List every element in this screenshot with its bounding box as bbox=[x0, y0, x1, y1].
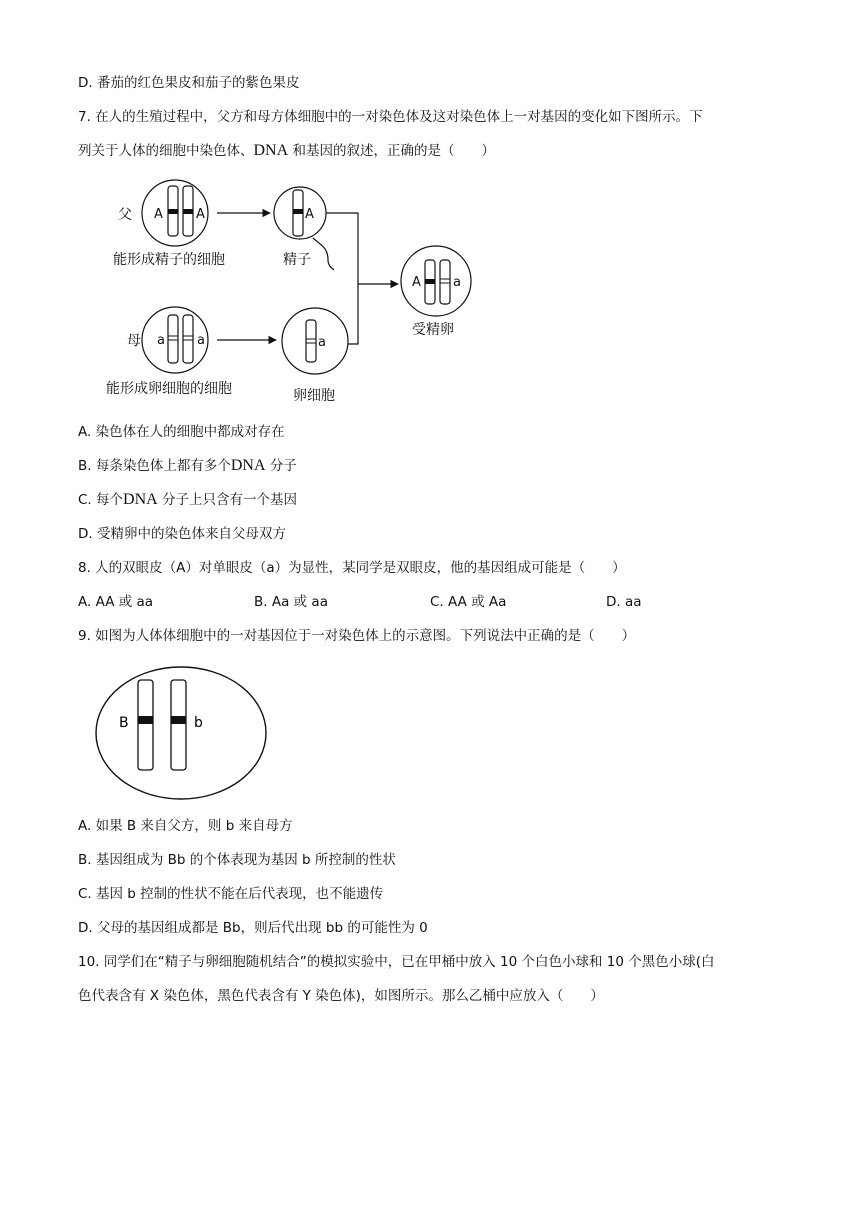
q7-stem-dna: DNA bbox=[253, 142, 289, 159]
q9-option-a: A. 如果 B 来自父方，则 b 来自母方 bbox=[78, 818, 293, 834]
q8-stem: 8. 人的双眼皮（A）对单眼皮（a）为显性，某同学是双眼皮，他的基因组成可能是（ ） bbox=[78, 560, 626, 576]
q8-option-d: D. aa bbox=[606, 594, 642, 610]
q8-option-b: B. Aa 或 aa bbox=[254, 594, 328, 610]
egg-precursor-label: 能形成卵细胞的细胞 bbox=[106, 381, 232, 397]
sperm-label: 精子 bbox=[283, 252, 311, 268]
chromosome-right bbox=[171, 680, 186, 770]
allele-label: a bbox=[453, 275, 461, 290]
q8-option-c: C. AA 或 Aa bbox=[430, 594, 507, 610]
allele-label: A bbox=[412, 275, 421, 290]
allele-label: A bbox=[305, 207, 314, 222]
q7-option-b-pre: B. 每条染色体上都有多个 bbox=[78, 458, 231, 474]
gene-band-b-upper bbox=[138, 716, 153, 724]
allele-label: A bbox=[196, 207, 205, 222]
cell-outline bbox=[96, 667, 266, 799]
q9-option-b: B. 基因组成为 Bb 的个体表现为基因 b 所控制的性状 bbox=[78, 852, 396, 868]
allele-label: a bbox=[197, 333, 205, 348]
zygote-label: 受精卵 bbox=[412, 322, 454, 338]
q7-option-b-dna: DNA bbox=[230, 457, 266, 474]
q9-stem: 9. 如图为人体体细胞中的一对基因位于一对染色体上的示意图。下列说法中正确的是（ ） bbox=[78, 628, 636, 644]
q9-option-d: D. 父母的基因组成都是 Bb，则后代出现 bb 的可能性为 0 bbox=[78, 920, 428, 936]
allele-label: a bbox=[318, 335, 326, 350]
allele-label-big: B bbox=[119, 715, 129, 731]
sperm-precursor-label: 能形成精子的细胞 bbox=[113, 252, 225, 268]
q7-stem-line2-post: 和基因的叙述，正确的是（ ） bbox=[292, 143, 495, 159]
allele-label-small: b bbox=[194, 715, 203, 731]
egg-label: 卵细胞 bbox=[293, 388, 335, 404]
q7-stem-line1: 7. 在人的生殖过程中，父方和母方体细胞中的一对染色体及这对染色体上一对基因的变化如下图所示。下 bbox=[78, 109, 703, 125]
egg-cell bbox=[282, 308, 348, 374]
q7-stem-line2-pre: 列关于人体的细胞中染色体、 bbox=[78, 143, 254, 159]
q7-stem-line2 bbox=[78, 141, 495, 161]
q7-option-b-post: 分子 bbox=[269, 458, 297, 474]
chromosome-left bbox=[138, 680, 153, 770]
q7-option-b bbox=[78, 456, 297, 476]
gene-band-b-lower bbox=[171, 716, 186, 724]
q10-stem-line1: 10. 同学们在“精子与卵细胞随机结合”的模拟实验中，已在甲桶中放入 10 个白色小球和 10 个黑色小球(白 bbox=[78, 954, 715, 970]
q9-gene-pair-diagram bbox=[93, 664, 269, 802]
q7-option-a: A. 染色体在人的细胞中都成对存在 bbox=[78, 424, 285, 440]
q7-option-c-post: 分子上只含有一个基因 bbox=[161, 492, 297, 508]
q7-option-c-pre: C. 每个 bbox=[78, 492, 124, 508]
mother-label: 母 bbox=[127, 333, 141, 349]
allele-label: a bbox=[157, 333, 165, 348]
q10-stem-line2: 色代表含有 X 染色体，黑色代表含有 Y 染色体)，如图所示。那么乙桶中应放入（ ） bbox=[78, 988, 604, 1004]
father-label: 父 bbox=[118, 207, 132, 223]
allele-label: A bbox=[154, 207, 163, 222]
q7-chromosome-inheritance-diagram bbox=[100, 168, 490, 413]
q7-option-c-dna: DNA bbox=[123, 491, 158, 508]
q7-option-c bbox=[78, 490, 297, 510]
q7-option-d: D. 受精卵中的染色体来自父母双方 bbox=[78, 526, 286, 542]
q8-option-a: A. AA 或 aa bbox=[78, 594, 154, 610]
q9-option-c: C. 基因 b 控制的性状不能在后代表现，也不能遗传 bbox=[78, 886, 384, 902]
q6-option-d: D. 番茄的红色果皮和茄子的紫色果皮 bbox=[78, 75, 300, 91]
